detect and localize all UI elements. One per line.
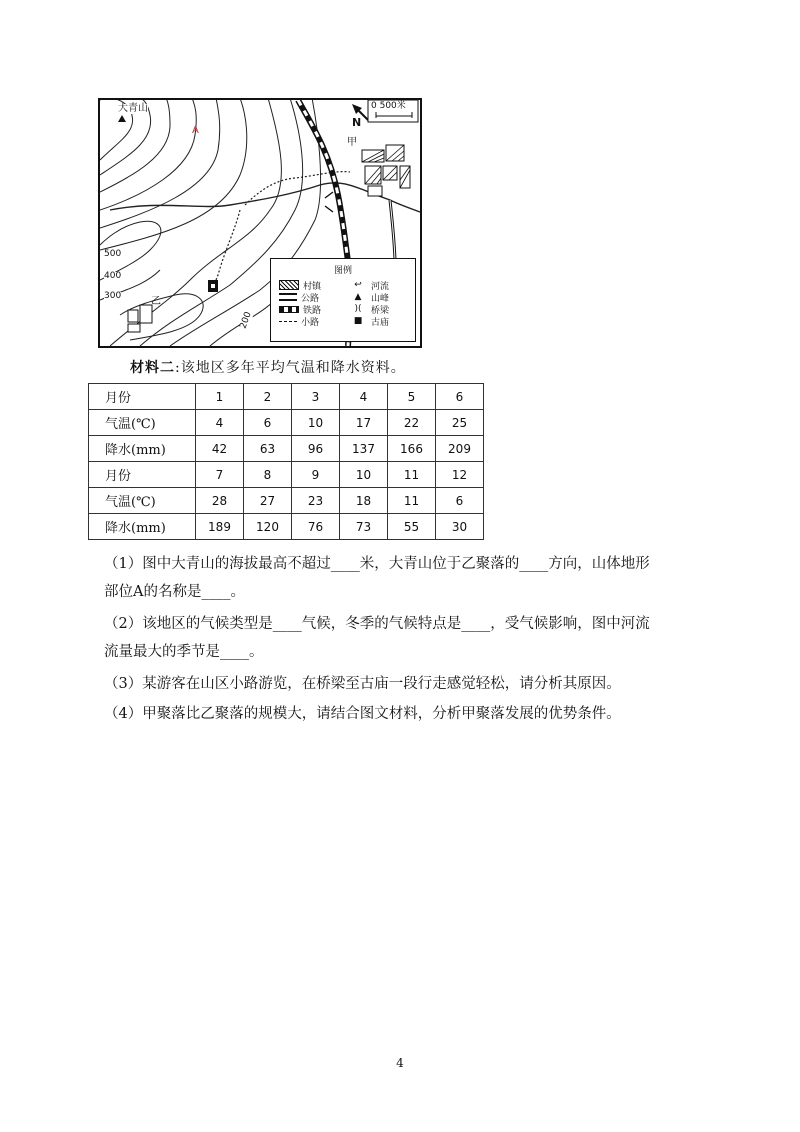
peak-marker xyxy=(118,115,126,122)
question-1 xyxy=(104,550,714,606)
legend-item-bridge: )( 桥梁 xyxy=(349,303,389,315)
material-two-caption xyxy=(130,357,406,377)
highway-symbol-icon xyxy=(279,293,297,301)
caption-text: :该地区多年平均气温和降水资料。 xyxy=(175,360,406,376)
question-1-line-2: 部位A的名称是____。 xyxy=(104,584,245,600)
question-2 xyxy=(104,610,714,666)
legend-item-railway: 铁路 xyxy=(279,303,321,315)
contour-label-200: 200 xyxy=(238,310,254,331)
question-2-line-1: （2）该地区的气候类型是____气候，冬季的气候特点是____，受气候影响，图中河流 xyxy=(104,616,650,632)
trail-symbol-icon xyxy=(279,321,297,322)
contour-label-500: 500 xyxy=(104,249,122,259)
caption-bold: 材料二 xyxy=(130,360,175,376)
table-row: 降水(mm) 42 63 96 137 166 209 xyxy=(89,436,484,462)
legend-item-river: ↩ 河流 xyxy=(349,279,389,291)
scale-label: 0 500米 xyxy=(371,101,406,111)
contour-label-300: 300 xyxy=(104,291,122,301)
legend-item-trail: 小路 xyxy=(279,315,321,327)
village-yi-label: 乙 xyxy=(151,296,161,307)
river-symbol-icon: ↩ xyxy=(354,280,362,290)
question-3 xyxy=(104,670,714,698)
table-row: 气温(℃) 28 27 23 18 11 6 xyxy=(89,488,484,514)
table-row: 月份 7 8 9 10 11 12 xyxy=(89,462,484,488)
peak-label: 大青山 xyxy=(118,103,148,114)
temple-symbol-icon: ■ xyxy=(353,316,363,326)
question-4-text: （4）甲聚落比乙聚落的规模大，请结合图文材料，分析甲聚落发展的优势条件。 xyxy=(104,706,621,722)
legend-item-peak: ▲ 山峰 xyxy=(349,291,389,303)
village-symbol-icon xyxy=(279,280,299,290)
table-row: 降水(mm) 189 120 76 73 55 30 xyxy=(89,514,484,540)
point-a-label: A xyxy=(192,125,199,136)
bridge-symbol-icon: )( xyxy=(354,304,362,314)
climate-table xyxy=(88,383,484,540)
topographic-map xyxy=(98,98,422,348)
peak-symbol-icon: ▲ xyxy=(354,292,362,302)
question-4 xyxy=(104,700,714,728)
village-jia-blocks xyxy=(362,145,410,196)
map-legend xyxy=(270,258,416,342)
north-label: N xyxy=(352,116,362,129)
question-1-line-1: （1）图中大青山的海拔最高不超过____米，大青山位于乙聚落的____方向，山体地形 xyxy=(104,556,650,572)
table-row: 气温(℃) 4 6 10 17 22 25 xyxy=(89,410,484,436)
railway-symbol-icon xyxy=(279,306,299,313)
legend-item-highway: 公路 xyxy=(279,291,321,303)
contour-label-400: 400 xyxy=(104,271,122,281)
page-number: 4 xyxy=(396,1056,404,1070)
legend-title: 图例 xyxy=(333,266,352,276)
question-3-text: （3）某游客在山区小路游览，在桥梁至古庙一段行走感觉轻松，请分析其原因。 xyxy=(104,676,621,692)
legend-item-temple: ■ 古庙 xyxy=(349,315,389,327)
table-row: 月份 1 2 3 4 5 6 xyxy=(89,384,484,410)
legend-item-village: 村镇 xyxy=(279,279,321,291)
village-jia-label: 甲 xyxy=(347,137,357,148)
question-2-line-2: 流量最大的季节是____。 xyxy=(104,644,264,660)
